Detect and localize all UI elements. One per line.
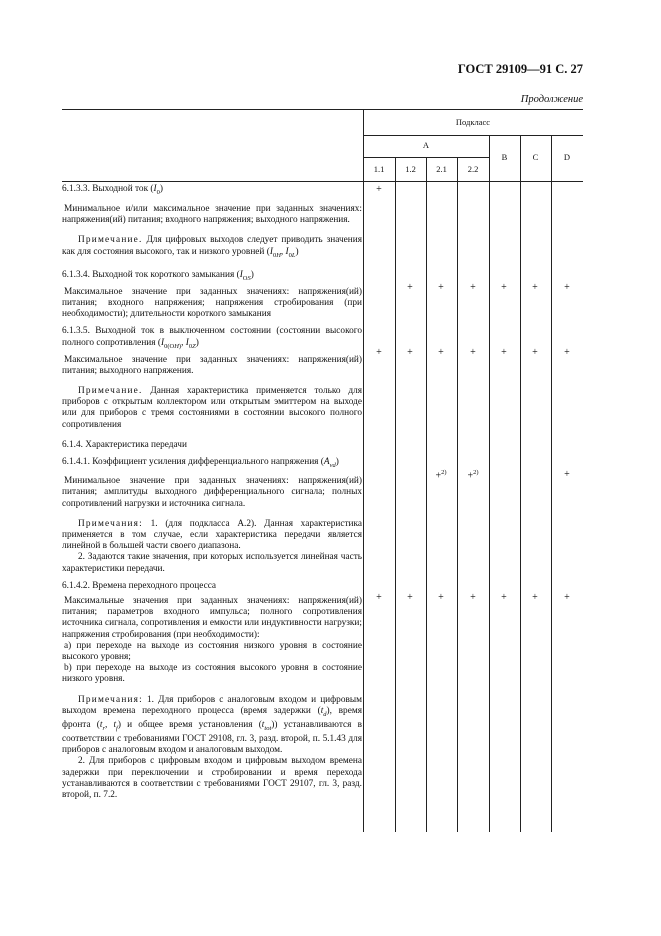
para-6-1-4: 6.1.4. Характеристика передачи xyxy=(62,439,187,450)
mark-row_I0Z-0: + xyxy=(376,347,382,358)
note: Примечания: 1. (для подкласса А.2). Данная характеристика применяется в том случае, если характеристика передачи является линейной в большей части своего диапазона. xyxy=(62,518,362,552)
mark-row_I0Z-5: + xyxy=(532,347,538,358)
a-group-header: А xyxy=(422,140,430,150)
para-6-1-3-3: 6.1.3.3. Выходной ток $(I_0)$ xyxy=(62,184,163,196)
table-header-bottom-rule xyxy=(62,181,583,182)
list-item-a: a) при переходе на выходе из состояния низкого уровня в состояние высокого уровня; xyxy=(62,640,362,662)
mark-row_Avd-3: +$^{2)}$ xyxy=(467,469,479,482)
mark-row_trans-6: + xyxy=(564,592,570,603)
para: Минимальное и/или максимальное значение при заданных значениях: напряжения(ий) питания; входного напряжения; выходного напряжения. xyxy=(62,204,362,226)
mark-row_trans-5: + xyxy=(532,592,538,603)
note: Примечание. Для цифровых выходов следует приводить значения как для состояния высокого, так и низкого уровней ($I_{0H}$, $I_{0L}$) xyxy=(62,235,362,259)
para-6-1-3-5: 6.1.3.5. Выходной ток в выключенном состоянии (состоянии высокого полного сопротивления ($I_{0(OH)}$, $I_{0Z}$) xyxy=(62,326,362,350)
mark-row_IOS-2: + xyxy=(438,282,444,293)
col-1-1: 1.1 xyxy=(373,164,385,174)
col-divider xyxy=(489,135,490,832)
mark-row_Avd-2: +$^{2)}$ xyxy=(435,469,447,482)
para-6-1-4-1: 6.1.4.1. Коэффициент усиления дифференциального напряжения $(A_{vd})$ xyxy=(62,457,339,469)
mark-row_trans-0: + xyxy=(376,592,382,603)
col-c: C xyxy=(532,152,539,162)
continuation-label: Продолжение xyxy=(520,94,583,105)
col-divider xyxy=(520,135,521,832)
note: Примечание. Данная характеристика применяется только для приборов с открытым коллектором или открытым эмиттером на выходе или для приборов с тремя состояниями в состоянии высокого полного сопротивления xyxy=(62,386,362,430)
mark-row_trans-2: + xyxy=(438,592,444,603)
mark-row_I0-0: + xyxy=(376,184,382,195)
col-divider xyxy=(551,135,552,832)
mark-row_trans-3: + xyxy=(470,592,476,603)
col-divider xyxy=(363,109,364,832)
mark-row_I0Z-4: + xyxy=(501,347,507,358)
col-divider xyxy=(426,157,427,832)
body-text xyxy=(62,184,362,801)
mark-row_IOS-6: + xyxy=(564,282,570,293)
list-item-b: b) при переходе на выходе из состояния высокого уровня в состояние низкого уровня. xyxy=(62,663,362,685)
subclass-header: Подкласс xyxy=(455,117,491,127)
mark-row_IOS-1: + xyxy=(407,282,413,293)
page-header: ГОСТ 29109—91 С. 27 xyxy=(457,62,583,76)
subclass-rule xyxy=(363,135,583,136)
col-divider xyxy=(457,157,458,832)
note-2: 2. Задаются такие значения, при которых используется линейная часть характеристики передачи. xyxy=(62,552,362,574)
table-top-rule xyxy=(62,109,583,110)
para: Максимальное значение при заданных значениях: напряжения(ий) питания; входного напряжения; напряжения стробирования (при необходимости); длительности короткого замыкания xyxy=(62,286,362,320)
para: Максимальные значения при заданных значениях: напряжения(ий) питания; параметров входного импульса; полного сопротивления источника сигнала, сопротивления и емкости или индуктивности нагрузки; напряжения стробирования (при необходимости): xyxy=(62,595,362,640)
mark-row_I0Z-2: + xyxy=(438,347,444,358)
para-6-1-4-2: 6.1.4.2. Времена переходного процесса xyxy=(62,580,217,591)
mark-row_trans-1: + xyxy=(407,592,413,603)
mark-row_I0Z-1: + xyxy=(407,347,413,358)
para: Максимальное значение при заданных значениях: напряжения(ий) питания; выходного напряжения. xyxy=(62,354,362,376)
col-d: D xyxy=(563,152,571,162)
col-1-2: 1.2 xyxy=(405,164,416,174)
col-2-2: 2.2 xyxy=(467,164,479,174)
note: Примечания: 1. Для приборов с аналоговым входом и цифровым выходом времена переходного процесса (время задержки $(t_d)$, время фронта ($t_r$, $t_f$) и общее время установления $(t_{tot})$) устанавливаются в соответствии с требованиями ГОСТ 29108, гл. 3, разд. второй, п. 5.1.43 для приборов с аналоговым входом и аналоговым выходом. xyxy=(62,694,362,756)
mark-row_trans-4: + xyxy=(501,592,507,603)
col-divider xyxy=(395,157,396,832)
mark-row_IOS-3: + xyxy=(470,282,476,293)
note-2: 2. Для приборов с цифровым входом и цифровым выходом времена задержки при переключении и стробировании и время перехода устанавливаются в соответствии с требованиями ГОСТ 29107, гл. 3, разд. второй, п. 7.2. xyxy=(62,756,362,800)
mark-row_I0Z-3: + xyxy=(470,347,476,358)
col-2-1: 2.1 xyxy=(436,164,447,174)
mark-row_IOS-5: + xyxy=(532,282,538,293)
mark-row_I0Z-6: + xyxy=(564,347,570,358)
col-b: B xyxy=(501,152,508,162)
para-6-1-3-4: 6.1.3.4. Выходной ток короткого замыкания $(I_{OS})$ xyxy=(62,269,254,282)
mark-row_Avd-6: + xyxy=(564,469,570,480)
para: Минимальное значение при заданных значениях: напряжения(ий) питания; амплитуды выходного дифференциального сигнала; полных сопротивлений нагрузки и источника сигнала. xyxy=(62,476,362,509)
mark-row_IOS-4: + xyxy=(501,282,507,293)
